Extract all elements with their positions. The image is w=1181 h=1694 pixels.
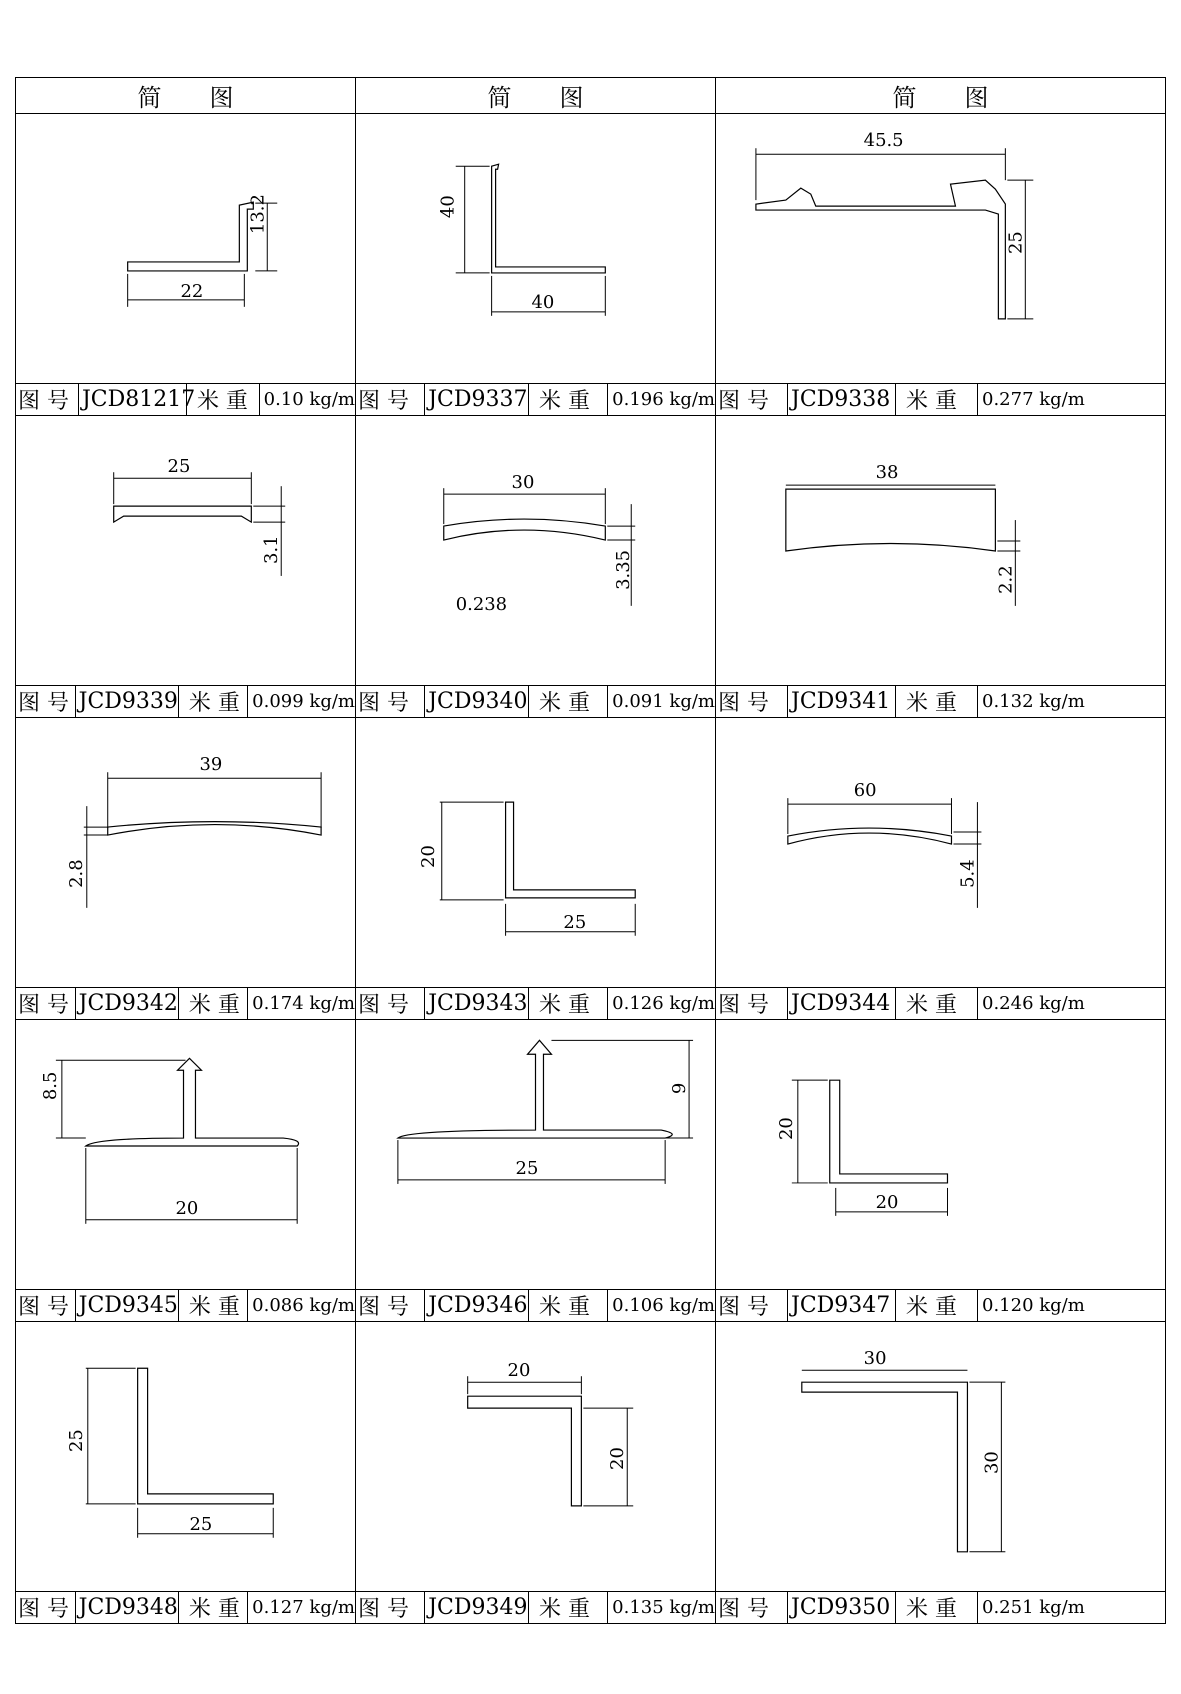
figure-row [16,1020,1166,1290]
code-label: 图 号 [16,1592,76,1623]
caption-cell [716,1592,1166,1624]
unit-weight: 0.132 kg/m [982,691,1085,712]
caption-row [16,686,1166,718]
dimension-label: 30 [511,472,535,494]
model-code: JCD9346 [425,1290,529,1321]
caption-row [16,1592,1166,1624]
weight-label: 米 重 [896,1290,978,1321]
code-label: 图 号 [716,988,788,1019]
model-code: JCD81217 [79,384,187,415]
profile-drawing [356,416,715,685]
weight-label: 米 重 [529,686,608,717]
caption-cell [16,1290,356,1322]
unit-weight: 0.126 kg/m [612,993,715,1014]
unit-weight: 0.091 kg/m [612,691,715,712]
model-code: JCD9343 [425,988,529,1019]
profile-drawing [356,1020,715,1289]
dimension-label: 13.2 [247,194,269,235]
model-code: JCD9342 [76,988,179,1019]
caption-cell [716,384,1166,416]
profile-catalog-table [15,77,1166,1624]
dimension-label: 20 [775,1117,797,1141]
code-label: 图 号 [16,686,76,717]
caption-cell [356,686,716,718]
dimension-label: 39 [199,754,223,776]
header-cell: 简 图 [16,78,356,114]
weight-label: 米 重 [529,988,608,1019]
model-code: JCD9350 [788,1592,896,1623]
model-code: JCD9344 [788,988,896,1019]
weight-label: 米 重 [896,384,978,415]
header-cell: 简 图 [716,78,1166,114]
weight-label: 米 重 [529,384,608,415]
dimension-label: 2.2 [995,565,1017,594]
caption-row [16,1290,1166,1322]
dimension-label: 3.35 [613,549,635,590]
unit-weight: 0.174 kg/m [252,993,355,1014]
caption-cell [356,1592,716,1624]
profile-drawing-cell [716,718,1166,988]
figure-row [16,416,1166,686]
profile-drawing-cell [16,416,356,686]
code-label: 图 号 [716,686,788,717]
dimension-label: 25 [515,1157,539,1179]
dimension-label: 5.4 [957,859,979,888]
unit-weight: 0.099 kg/m [252,691,355,712]
dimension-label: 3.1 [261,535,283,564]
unit-weight: 0.246 kg/m [982,993,1085,1014]
dimension-label: 8.5 [39,1071,61,1101]
caption-row [16,988,1166,1020]
figure-row [16,1322,1166,1592]
profile-drawing [716,1020,1165,1289]
dimension-label: 0.238 [455,593,508,615]
header-row [16,78,1166,114]
profile-drawing [356,114,715,383]
dimension-label: 25 [1005,231,1027,254]
weight-label: 米 重 [896,988,978,1019]
profile-drawing-cell [356,114,716,384]
header-cell: 简 图 [356,78,716,114]
profile-drawing-cell [16,1020,356,1290]
unit-weight: 0.10 kg/m [263,389,355,410]
profile-drawing [716,718,1165,987]
profile-drawing-cell [716,114,1166,384]
profile-drawing-cell [16,1322,356,1592]
figure-row [16,114,1166,384]
profile-drawing [716,1322,1165,1591]
code-label: 图 号 [716,384,788,415]
code-label: 图 号 [356,384,425,415]
code-label: 图 号 [716,1290,788,1321]
caption-cell [356,1290,716,1322]
profile-drawing-cell [716,416,1166,686]
code-label: 图 号 [16,988,76,1019]
code-label: 图 号 [356,988,425,1019]
unit-weight: 0.196 kg/m [612,389,715,410]
unit-weight: 0.106 kg/m [612,1295,715,1316]
profile-drawing-cell [16,114,356,384]
caption-cell [716,988,1166,1020]
dimension-label: 25 [167,456,191,478]
code-label: 图 号 [16,384,79,415]
dimension-label: 25 [563,911,587,933]
caption-row [16,384,1166,416]
code-label: 图 号 [356,1290,425,1321]
weight-label: 米 重 [187,384,260,415]
dimension-label: 40 [531,291,555,313]
code-label: 图 号 [716,1592,788,1623]
unit-weight: 0.277 kg/m [982,389,1085,410]
profile-drawing [16,114,355,383]
caption-cell [356,988,716,1020]
profile-drawing-cell [356,1020,716,1290]
weight-label: 米 重 [529,1290,608,1321]
dimension-label: 20 [175,1197,199,1219]
caption-cell [16,686,356,718]
profile-drawing [16,1322,355,1591]
unit-weight: 0.127 kg/m [252,1597,355,1618]
dimension-label: 30 [981,1451,1003,1474]
dimension-label: 30 [863,1348,887,1370]
profile-drawing-cell [16,718,356,988]
model-code: JCD9348 [76,1592,179,1623]
caption-cell [16,1592,356,1624]
dimension-label: 25 [65,1429,87,1453]
profile-drawing [16,718,355,987]
weight-label: 米 重 [179,988,248,1019]
model-code: JCD9340 [425,686,529,717]
profile-drawing [716,416,1165,685]
model-code: JCD9345 [76,1290,179,1321]
unit-weight: 0.086 kg/m [252,1295,355,1316]
caption-cell [16,988,356,1020]
dimension-label: 20 [507,1360,531,1382]
model-code: JCD9349 [425,1592,529,1623]
caption-cell [16,384,356,416]
weight-label: 米 重 [529,1592,608,1623]
caption-cell [356,384,716,416]
code-label: 图 号 [16,1290,76,1321]
weight-label: 米 重 [179,1592,248,1623]
dimension-label: 20 [607,1447,629,1470]
dimension-label: 9 [669,1082,691,1095]
profile-drawing-cell [356,718,716,988]
dimension-label: 20 [417,845,439,868]
dimension-label: 25 [189,1513,213,1535]
figure-row [16,718,1166,988]
model-code: JCD9339 [76,686,179,717]
profile-drawing [16,1020,355,1289]
caption-cell [716,1290,1166,1322]
model-code: JCD9337 [425,384,529,415]
profile-drawing [716,114,1165,383]
profile-drawing-cell [716,1322,1166,1592]
weight-label: 米 重 [179,686,248,717]
profile-drawing-cell [716,1020,1166,1290]
profile-drawing [16,416,355,685]
dimension-label: 45.5 [863,130,904,152]
model-code: JCD9341 [788,686,896,717]
unit-weight: 0.120 kg/m [982,1295,1085,1316]
weight-label: 米 重 [896,1592,978,1623]
dimension-label: 38 [875,462,899,484]
dimension-label: 40 [437,195,459,219]
dimension-label: 2.8 [65,859,87,888]
dimension-label: 22 [180,280,204,302]
model-code: JCD9347 [788,1290,896,1321]
profile-drawing [356,1322,715,1591]
profile-drawing-cell [356,416,716,686]
profile-drawing-cell [356,1322,716,1592]
code-label: 图 号 [356,686,425,717]
dimension-label: 20 [875,1191,899,1213]
profile-drawing [356,718,715,987]
weight-label: 米 重 [179,1290,248,1321]
caption-cell [716,686,1166,718]
unit-weight: 0.135 kg/m [612,1597,715,1618]
unit-weight: 0.251 kg/m [982,1597,1085,1618]
weight-label: 米 重 [896,686,978,717]
model-code: JCD9338 [788,384,896,415]
dimension-label: 60 [853,780,877,802]
code-label: 图 号 [356,1592,425,1623]
